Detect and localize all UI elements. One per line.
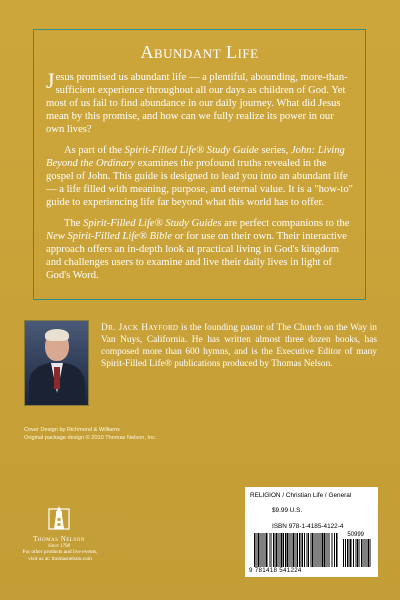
book-title: John: Living Beyond the Ordinary — [46, 145, 345, 169]
author-name: Dr. Jack Hayford — [101, 323, 179, 333]
price-barcode — [343, 539, 371, 567]
drop-cap: J — [46, 68, 55, 93]
p2-text-b: series, — [258, 145, 291, 156]
price-code: 50999 — [347, 532, 364, 538]
bible-title: New Spirit-Filled Life® Bible — [46, 231, 173, 242]
author-photo — [24, 320, 89, 406]
author-bio-text: is the founding pastor of The Church on the Way in Van Nuys, California. He has written almost three dozen books, has composed more than 600 hymns, and is the Executive Editor of many Spirit-Filled Life® publications produced by Thomas Nelson. — [101, 323, 377, 369]
credit-line-1: Cover Design by Richmond & Williams — [24, 427, 120, 433]
blurb-paragraph-2 — [46, 144, 353, 209]
series-name: Spirit-Filled Life® Study Guide — [124, 145, 259, 156]
barcode-box — [245, 487, 378, 577]
publisher-info — [12, 549, 108, 563]
publisher-since: Since 1798 — [47, 544, 71, 549]
publisher-name: Thomas Nelson — [33, 535, 85, 543]
p2-text-c: examines the profound truths revealed in the gospel of John. This guide is designed to lead you into an abundant life — a life filled with meaning, purpose, and eternal value. It is a "how-to" guide to experiencing life far beyond what this world has to offer. — [46, 158, 353, 208]
price: $9.99 U.S. — [272, 507, 303, 515]
isbn: ISBN 978-1-4185-4122-4 — [272, 522, 344, 530]
bisac-category: RELIGION / Christian Life / General — [250, 492, 352, 499]
p3-text-a: The — [64, 218, 84, 229]
publisher-website: visit us at: thomasnelson.com — [28, 556, 92, 562]
isbn-barcode — [254, 533, 338, 567]
blurb-box — [33, 29, 366, 300]
publisher-logo — [24, 503, 94, 549]
blurb-paragraph-1 — [46, 68, 353, 136]
author-bio — [101, 322, 377, 370]
blurb-paragraph-3 — [46, 217, 353, 282]
publisher-info-line-1: For other products and live events, — [22, 549, 98, 555]
credit-line-2: Original package design © 2010 Thomas Nelson, Inc. — [24, 435, 157, 441]
p3-text-c: or for use on their own. Their interactive approach offers an in-depth look at practical living in God's kingdom and challenges users to examine and live their daily lives in light of God's Word. — [46, 231, 347, 281]
lighthouse-icon — [44, 503, 74, 533]
series-name-2: Spirit-Filled Life® Study Guides — [83, 218, 222, 229]
p2-text-a: As part of the — [64, 145, 125, 156]
credits — [24, 426, 156, 442]
blurb-title: Abundant Life — [140, 42, 259, 62]
blurb-paragraph-1-text: esus promised us abundant life — a plentiful, abounding, more-than-sufficient experience throughout all our days as children of God. Yet most of us fail to find abundance in our daily journey. What did Jesus mean by this promise, and how can we fully realize its power in our own lives? — [46, 72, 348, 135]
barcode-digits: 9 781418 541224 — [249, 567, 302, 574]
p3-text-b: are perfect companions to the — [221, 218, 350, 229]
